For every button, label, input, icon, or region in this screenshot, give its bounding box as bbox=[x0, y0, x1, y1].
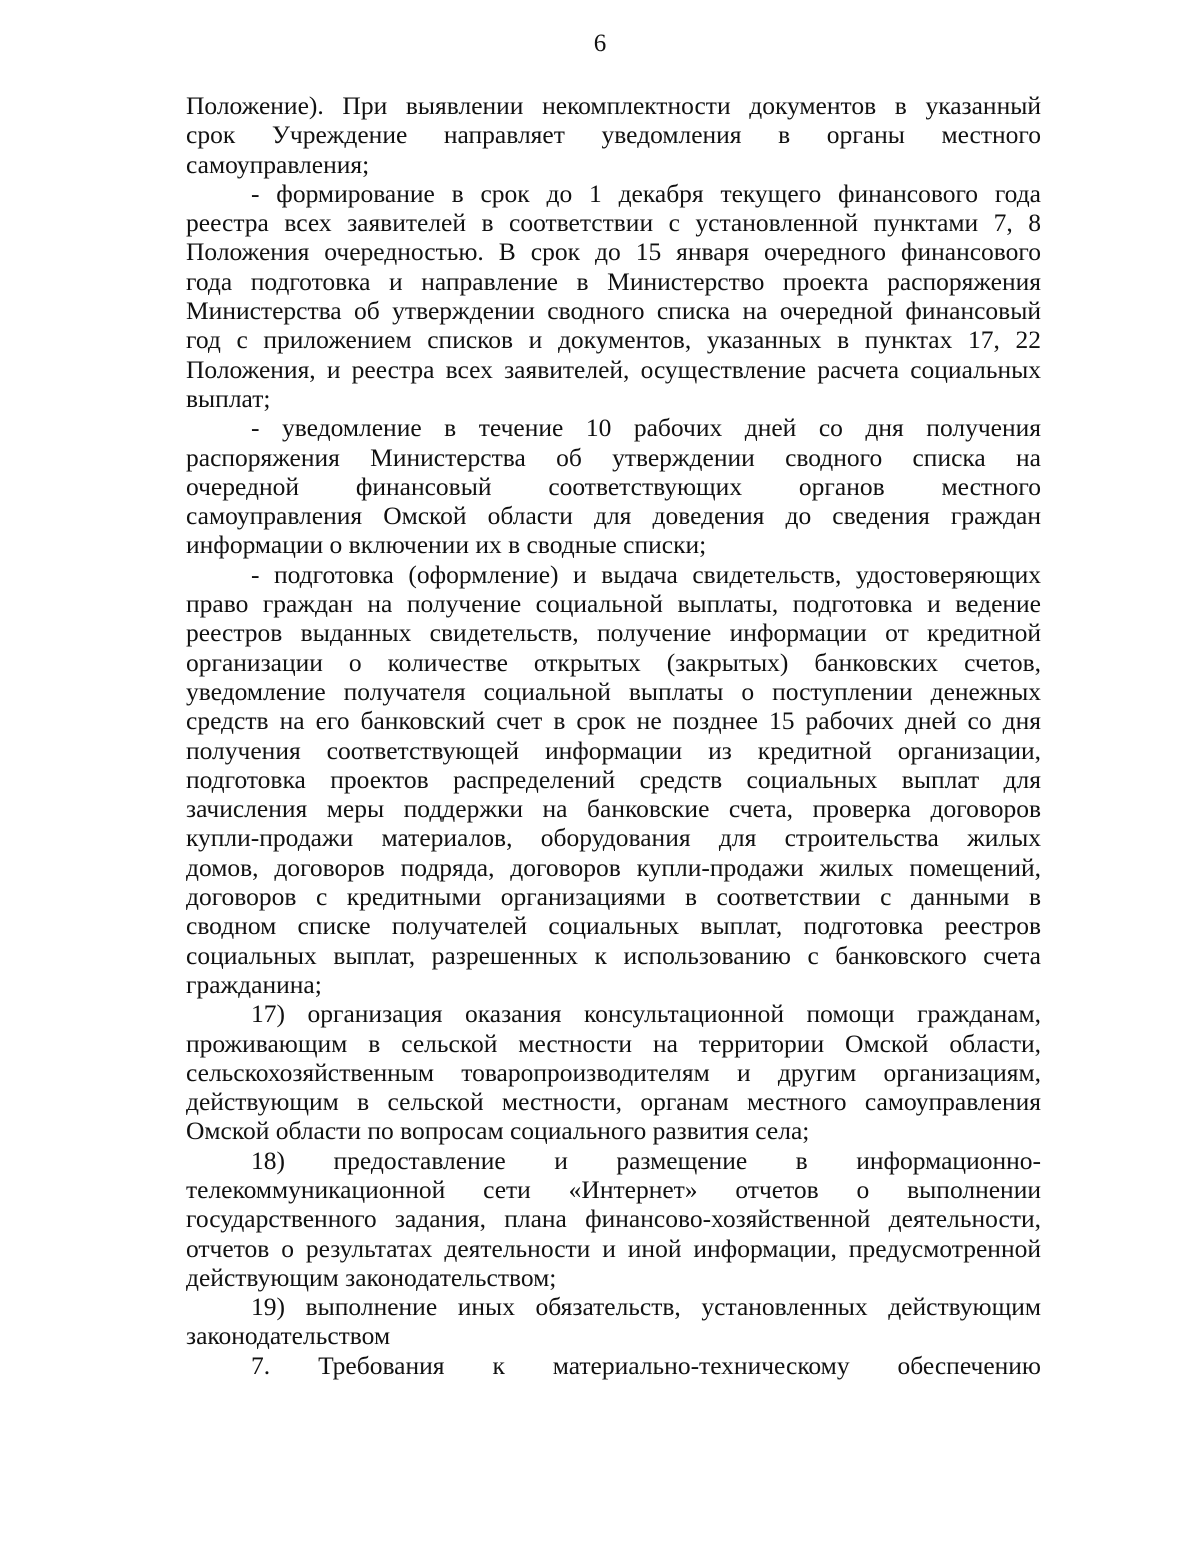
text-line: Положения, и реестра всех заявителей, осуществление расчета социальных bbox=[186, 354, 1041, 384]
text-line: - формирование в срок до 1 декабря текущего финансового года bbox=[251, 178, 1041, 208]
text-line: 19) выполнение иных обязательств, установленных действующим bbox=[251, 1292, 1041, 1322]
text-line: реестров выданных свидетельств, получение информации от кредитной bbox=[186, 618, 1041, 648]
text-line: телекоммуникационной сети «Интернет» отчетов о выполнении bbox=[186, 1174, 1041, 1204]
text-line: - уведомление в течение 10 рабочих дней со дня получения bbox=[251, 413, 1041, 443]
text-line: подготовка проектов распределений средств социальных выплат для bbox=[186, 764, 1041, 794]
text-line: срок Учреждение направляет уведомления в органы местного bbox=[186, 120, 1041, 150]
text-line: Министерства об утверждении сводного списка на очередной финансовый bbox=[186, 296, 1041, 326]
text-line: право граждан на получение социальной выплаты, подготовка и ведение bbox=[186, 589, 1041, 619]
text-line: гражданина; bbox=[186, 969, 322, 999]
text-line: самоуправления; bbox=[186, 149, 370, 179]
text-line: социальных выплат, разрешенных к использованию с банковского счета bbox=[186, 940, 1041, 970]
text-line: средств на его банковский счет в срок не позднее 15 рабочих дней со дня bbox=[186, 706, 1041, 736]
text-line: 17) организация оказания консультационной помощи гражданам, bbox=[251, 999, 1041, 1029]
text-line: 7. Требования к материально-техническому обеспечению bbox=[251, 1350, 1041, 1380]
text-line: - подготовка (оформление) и выдача свидетельств, удостоверяющих bbox=[251, 559, 1041, 589]
text-line: проживающим в сельской местности на территории Омской области, bbox=[186, 1028, 1041, 1058]
text-line: Положение). При выявлении некомплектности документов в указанный bbox=[186, 91, 1041, 120]
text-line: информации о включении их в сводные списки; bbox=[186, 530, 707, 560]
text-line: отчетов о результатах деятельности и иной информации, предусмотренной bbox=[186, 1233, 1041, 1263]
text-line: сводном списке получателей социальных выплат, подготовка реестров bbox=[186, 911, 1041, 941]
text-line: зачисления меры поддержки на банковские счета, проверка договоров bbox=[186, 794, 1041, 824]
text-line: года подготовка и направление в Министерство проекта распоряжения bbox=[186, 266, 1041, 296]
text-line: получения соответствующей информации из кредитной организации, bbox=[186, 735, 1041, 765]
text-line: очередной финансовый соответствующих органов местного bbox=[186, 471, 1041, 501]
text-line: самоуправления Омской области для доведения до сведения граждан bbox=[186, 501, 1041, 531]
text-line: организации о количестве открытых (закрытых) банковских счетов, bbox=[186, 647, 1041, 677]
text-line: распоряжения Министерства об утверждении сводного списка на bbox=[186, 442, 1041, 472]
text-line: год с приложением списков и документов, указанных в пунктах 17, 22 bbox=[186, 325, 1041, 355]
document-body bbox=[186, 91, 1041, 1380]
text-line: действующим законодательством; bbox=[186, 1262, 557, 1292]
text-line: договоров с кредитными организациями в соответствии с данными в bbox=[186, 882, 1041, 912]
text-line: купли-продажи материалов, оборудования для строительства жилых bbox=[186, 823, 1041, 853]
text-line: государственного задания, плана финансово-хозяйственной деятельности, bbox=[186, 1204, 1041, 1234]
text-line: 18) предоставление и размещение в информационно- bbox=[251, 1145, 1041, 1175]
text-line: уведомление получателя социальной выплаты о поступлении денежных bbox=[186, 676, 1041, 706]
text-line: выплат; bbox=[186, 383, 271, 413]
text-line: домов, договоров подряда, договоров купли-продажи жилых помещений, bbox=[186, 852, 1041, 882]
text-line: законодательством bbox=[186, 1321, 391, 1351]
page-number: 6 bbox=[593, 30, 607, 57]
text-line: Омской области по вопросам социального развития села; bbox=[186, 1116, 810, 1146]
text-line: реестра всех заявителей в соответствии с установленной пунктами 7, 8 bbox=[186, 208, 1041, 238]
text-line: действующим в сельской местности, органам местного самоуправления bbox=[186, 1087, 1041, 1117]
text-line: Положения очередностью. В срок до 15 января очередного финансового bbox=[186, 237, 1041, 267]
text-line: сельскохозяйственным товаропроизводителям и другим организациям, bbox=[186, 1057, 1041, 1087]
